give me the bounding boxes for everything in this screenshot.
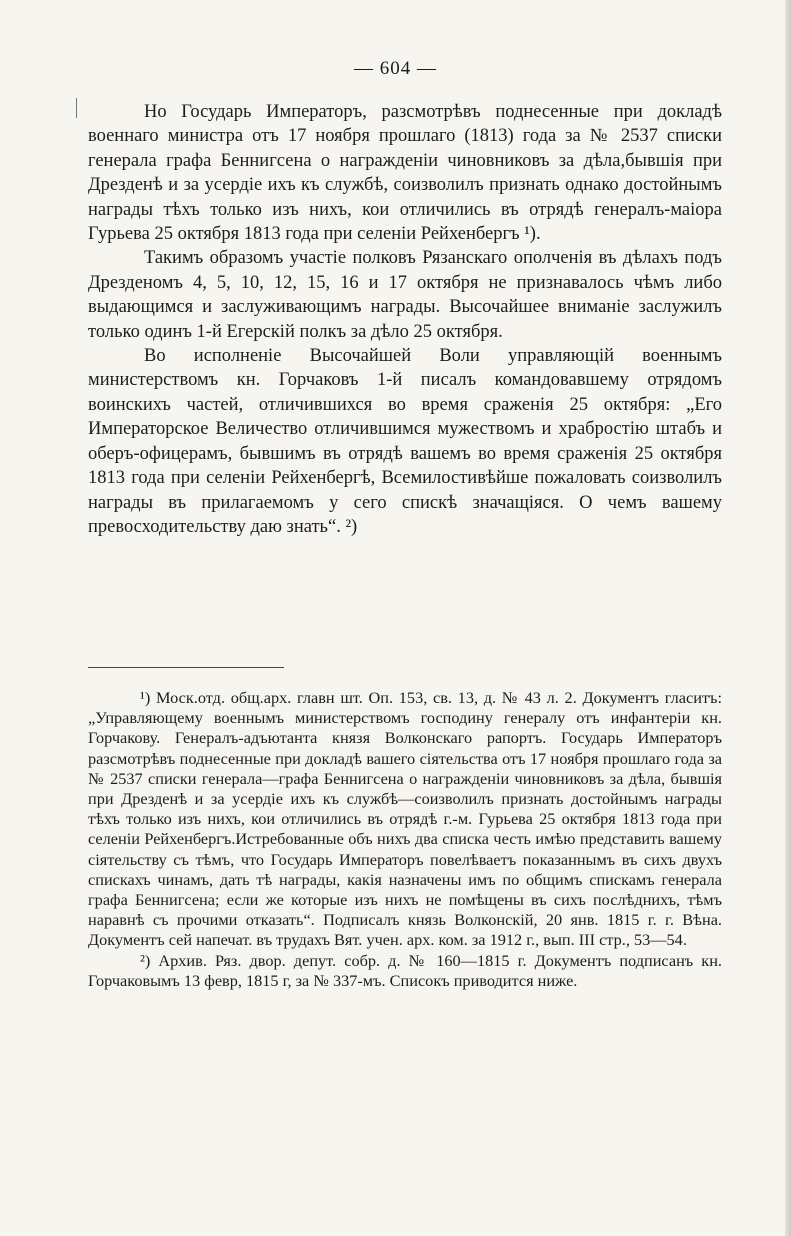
paragraph: Во исполненіе Высочайшей Воли управляющій военнымъ министерствомъ кн. Горчаковъ 1-й писалъ командовавшему отрядомъ воинскихъ частей, отличившихся во время сраженія 25 октября: „Его Императорское Величество отличившимся мужествомъ и храбростію штабъ и оберъ-офицерамъ, бывшимъ въ отрядѣ вашемъ во время сраженія 25 октября 1813 года при селеніи Рейхенбергѣ, Всемилостивѣйше пожаловать соизволилъ награды въ прилагаемомъ у сего спискѣ значащіяся. О чемъ вашему превосходительству даю знать“. ²): [88, 346, 722, 537]
footnote-separator: [88, 667, 284, 668]
page-number: — 604 —: [354, 58, 437, 79]
footnote: ²) Архив. Ряз. двор. депут. собр. д. № 160—1815 г. Документъ подписанъ кн. Горчаковымъ 13 февр, 1815 г, за № 337-мъ. Списокъ приводится ниже.: [88, 950, 722, 990]
page-edge: [785, 0, 791, 1236]
footnotes: [88, 688, 722, 991]
paragraph: Такимъ образомъ участіе полковъ Рязанскаго ополченія въ дѣлахъ подъ Дрезденомъ 4, 5, 10, 12, 15, 16 и 17 октября не признавалось чѣмъ либо выдающимся и заслуживающимъ награды. Высочайшее вниманіе заслужилъ только одинъ 1-й Егерскій полкъ за дѣло 25 октября.: [88, 248, 722, 342]
paragraph: Но Государь Императоръ, разсмотрѣвъ поднесенные при докладѣ военнаго министра отъ 17 ноября прошлаго (1813) года за № 2537 списки генерала графа Беннигсена о награжденіи чиновниковъ за дѣла,бывшія при Дрезденѣ и за усердіе ихъ къ службѣ, соизволилъ признать однако достойнымъ награды тѣхъ только изъ нихъ, кои отличились въ отрядѣ генералъ-маіора Гурьева 25 октября 1813 года при селеніи Рейхенбергъ ¹).: [88, 102, 722, 245]
margin-mark: [76, 98, 77, 118]
main-text: [88, 100, 722, 539]
footnote: ¹) Моск.отд. общ.арх. главн шт. Оп. 153, св. 13, д. № 43 л. 2. Документъ гласитъ:„Управляющему военнымъ министерствомъ господину генералу отъ инфантеріи кн. Горчакову. Генералъ-адъютанта князя Волконскаго рапортъ. Государь Императоръ разсмотрѣвъ поднесенные при докладѣ вашего сіятельства отъ 17 ноября прошлаго года за № 2537 списки генерала—графа Беннигсена о награжденіи чиновниковъ за дѣла, бывшія при Дрезденѣ и за усердіе ихъ къ службѣ—соизволилъ признать достойнымъ награды тѣхъ только изъ нихъ, кои отличились въ отрядѣ г.-м. Гурьева 25 октября 1813 года при селеніи Рейхенбергъ.Истребованные объ нихъ два списка честь имѣю представить вашему сіятельству съ тѣмъ, что Государь Императоръ повелѣваетъ показаннымъ въ сихъ двухъ спискахъ чинамъ, дать тѣ награды, какія назначены имъ по общимъ спискамъ генерала графа Беннигсена; если же которые изъ нихъ не помѣщены въ сихъ послѣднихъ, тѣмъ наравнѣ съ прочими отказать“. Подписалъ князь Волконскій, 20 янв. 1815 г. г. Вѣна. Документъ сей напечат. въ трудахъ Вят. учен. арх. ком. за 1912 г., вып. III стр., 53—54.: [88, 688, 722, 950]
